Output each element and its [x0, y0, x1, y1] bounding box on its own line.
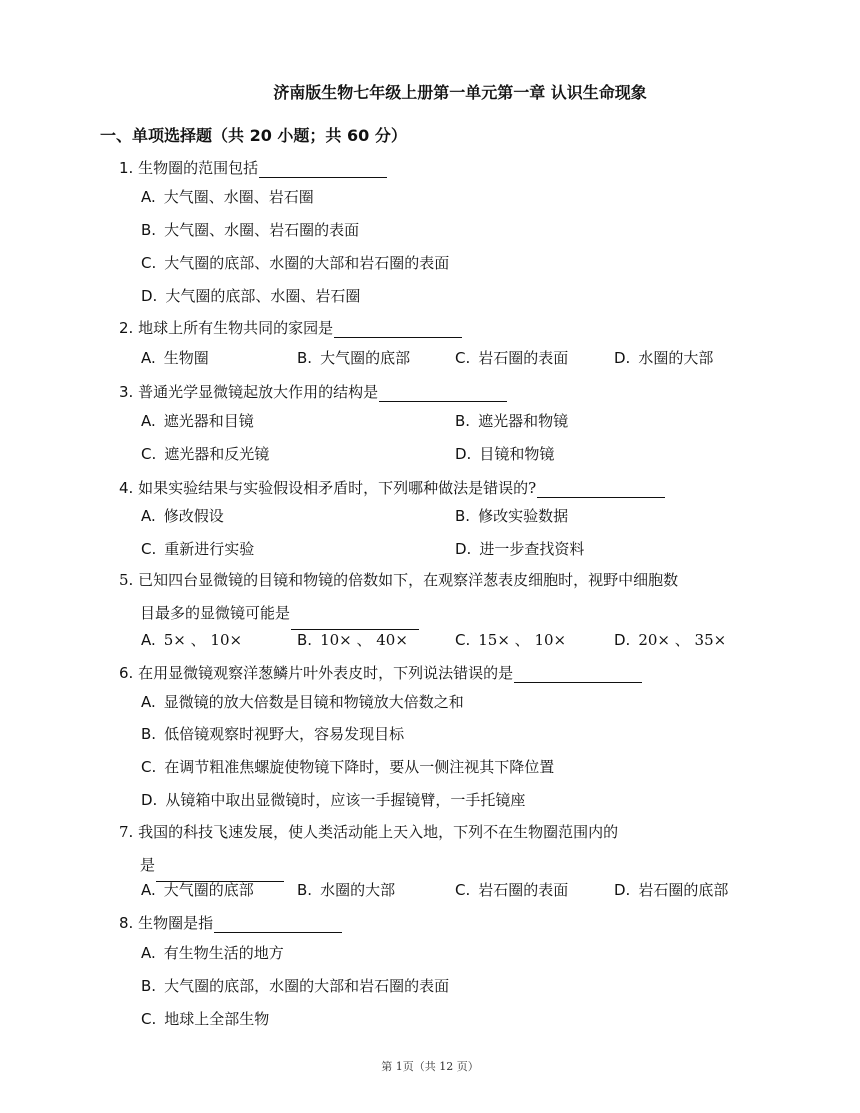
question-number: 4.: [119, 479, 134, 497]
question-text-continued: 目最多的显微镜可能是: [140, 604, 291, 622]
option-a: A. 遮光器和目镜: [141, 412, 254, 430]
option-b: B. 水圈的大部: [297, 881, 396, 899]
answer-blank: [514, 666, 642, 683]
option-b: B. 大气圈的底部: [297, 349, 411, 367]
question-text: 已知四台显微镜的目镜和物镜的倍数如下，在观察洋葱表皮细胞时，视野中细胞数: [138, 571, 679, 589]
option-a: A. 大气圈的底部: [141, 881, 254, 899]
option-d: D. 岩石圈的底部: [614, 881, 729, 899]
question-8: [119, 913, 342, 933]
option-c: C. 岩石圈的表面: [455, 349, 569, 367]
option-b: B. 大气圈、水圈、岩石圈的表面: [141, 221, 360, 239]
question-number: 3.: [119, 383, 134, 401]
question-6: [119, 663, 642, 683]
question-1: [119, 158, 387, 178]
question-text-continued: 是: [140, 856, 156, 874]
question-5: [119, 564, 759, 630]
question-text: 我国的科技飞速发展，使人类活动能上天入地，下列不在生物圈范围内的: [138, 823, 619, 841]
section-heading: 一、单项选择题（共 20 小题；共 60 分）: [100, 126, 407, 145]
page-footer: 第 1页（共 12 页）: [381, 1060, 479, 1073]
answer-blank: [334, 321, 462, 338]
option-b: B. 修改实验数据: [455, 507, 569, 525]
question-text: 生物圈的范围包括: [138, 159, 259, 177]
option-b: B. 大气圈的底部，水圈的大部和岩石圈的表面: [141, 977, 450, 995]
answer-blank: [537, 481, 665, 498]
answer-blank: [259, 161, 387, 178]
option-d: D. 大气圈的底部、水圈、岩石圈: [141, 287, 361, 305]
question-number: 2.: [119, 319, 134, 337]
question-number: 7.: [119, 823, 134, 841]
question-text: 地球上所有生物共同的家园是: [138, 319, 334, 337]
answer-blank: [379, 385, 507, 402]
question-number: 1.: [119, 159, 134, 177]
option-b: B. 10× 、 40×: [297, 631, 408, 649]
answer-blank: [214, 916, 342, 933]
option-a: A. 修改假设: [141, 507, 224, 525]
option-c: C. 岩石圈的表面: [455, 881, 569, 899]
option-c: C. 15× 、 10×: [455, 631, 567, 649]
option-c: C. 大气圈的底部、水圈的大部和岩石圈的表面: [141, 254, 450, 272]
question-text: 在用显微镜观察洋葱鳞片叶外表皮时，下列说法错误的是: [138, 664, 514, 682]
question-7: [119, 816, 759, 882]
option-c: C. 重新进行实验: [141, 540, 255, 558]
question-text: 生物圈是指: [138, 914, 214, 932]
question-3: [119, 382, 507, 402]
question-text: 普通光学显微镜起放大作用的结构是: [138, 383, 379, 401]
option-d: D. 20× 、 35×: [614, 631, 727, 649]
option-a: A. 有生物生活的地方: [141, 944, 284, 962]
question-number: 8.: [119, 914, 134, 932]
option-c: C. 在调节粗准焦螺旋使物镜下降时，要从一侧注视其下降位置: [141, 758, 555, 776]
option-a: A. 大气圈、水圈、岩石圈: [141, 188, 314, 206]
question-4: [119, 478, 665, 498]
answer-blank: [291, 613, 419, 630]
option-d: D. 进一步查找资料: [455, 540, 585, 558]
question-number: 6.: [119, 664, 134, 682]
option-a: A. 显微镜的放大倍数是目镜和物镜放大倍数之和: [141, 693, 464, 711]
option-d: D. 水圈的大部: [614, 349, 714, 367]
option-b: B. 低倍镜观察时视野大，容易发现目标: [141, 725, 405, 743]
option-b: B. 遮光器和物镜: [455, 412, 569, 430]
option-d: D. 从镜箱中取出显微镜时，应该一手握镜臂，一手托镜座: [141, 791, 526, 809]
option-a: A. 5× 、 10×: [141, 631, 243, 649]
question-2: [119, 318, 462, 338]
question-text: 如果实验结果与实验假设相矛盾时，下列哪种做法是错误的?: [138, 479, 537, 497]
option-c: C. 遮光器和反光镜: [141, 445, 270, 463]
question-number: 5.: [119, 571, 134, 589]
option-a: A. 生物圈: [141, 349, 209, 367]
option-c: C. 地球上全部生物: [141, 1010, 270, 1028]
option-d: D. 目镜和物镜: [455, 445, 555, 463]
page-title: 济南版生物七年级上册第一单元第一章 认识生命现象: [273, 83, 647, 102]
